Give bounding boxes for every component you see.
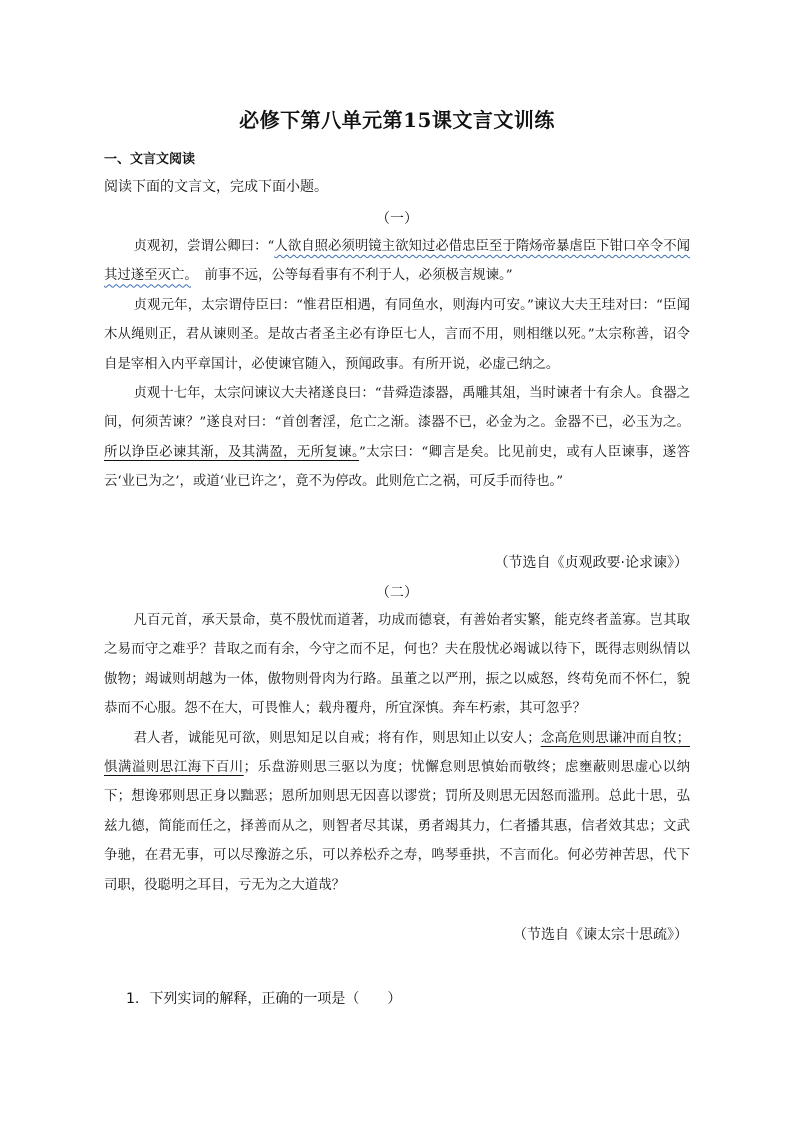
section-heading: 一、文言文阅读 [104,152,196,167]
p3-rest: ”太宗曰：“卿言是矣。比见前史，或有人臣谏事，遂答云‘业已为之’，或道‘业已许之’，竟不为停改。此则危亡之祸，可反手而待也。” [104,444,690,490]
p1-rest: 前事不远，公等每看事有不利于人，必须极言规谏。” [204,268,513,284]
p1-intro: 贞观初，尝谓公卿曰：“ [133,239,275,254]
passage-one-paragraph-1 [104,232,690,291]
passage-one-paragraph-3 [104,379,690,497]
passage-two-paragraph-2 [104,724,690,900]
passage-two [104,606,690,900]
part-two-label: （二） [376,585,418,601]
source-one: （节选自《贞观政要·论求谏》） [494,555,688,571]
question-number: 1. [126,991,140,1007]
p2-underlined-sentence: 念高危则思谦冲而自牧；惧满溢则思江海下百川 [104,730,691,776]
page-title: 必修下第八单元第15课文言文训练 [239,108,555,132]
source-two: （节选自《谏太宗十思疏》） [513,927,688,943]
instruction-text: 阅读下面的文言文，完成下面小题。 [104,179,328,195]
p3-intro: 贞观十七年，太宗问谏议大夫褚遂良曰：“昔舜造漆器，禹雕其俎，当时谏者十有余人。食器之间，何须苦谏？”遂良对曰：“首创奢淫，危亡之渐。漆器不已，必金为之。金器不已，必玉为之。 [104,386,690,431]
passage-one-paragraph-2: 贞观元年，太宗谓侍臣曰：“惟君臣相遇，有同鱼水，则海内可安。”谏议大夫王珪对曰：“臣闻木从绳则正，君从谏则圣。是故古者圣主必有诤臣七人，言而不用，则相继以死。”太宗称善，诏令自是宰相入内平章国计，必使谏官随入，预闻政事。有所开说，必虚己纳之。 [104,297,690,372]
question-1 [126,988,401,1008]
p1-wavy-underlined-sentence: 人欲自照必须明镜主欲知过必借忠臣至于隋炀帝暴虐臣下钳口卒令不闻其过遂至灭亡。 [104,239,690,284]
p2-intro: 君人者，诚能见可欲，则思知足以自戒；将有作，则思知止以安人； [133,730,541,746]
question-text: 下列实词的解释，正确的一项是（ ） [149,991,402,1007]
passage-two-paragraph-1: 凡百元首，承天景命，莫不殷忧而道著，功成而德衰，有善始者实繁，能克终者盖寡。岂其取之易而守之难乎？昔取之而有余，今守之而不足，何也？夫在殷忧必竭诚以待下，既得志则纵情以傲物；竭诚则胡越为一体，傲物则骨肉为行路。虽董之以严刑，振之以威怒，终苟免而不怀仁，貌恭而不心服。怨不在大，可畏惟人；载舟覆舟，所宜深慎。奔车朽索，其可忽乎？ [104,613,690,717]
part-one-label: （一） [376,211,418,227]
p2-rest: ；乐盘游则思三驱以为度；忧懈怠则思慎始而敬终；虑壅蔽则思虚心以纳下；想谗邪则思正身以黜恶；恩所加则思无因喜以谬赏；罚所及则思无因怒而滥刑。总此十思，弘兹九德，简能而任之，择善而从之，则智者尽其谋，勇者竭其力，仁者播其惠，信者效其忠；文武争驰，在君无事，可以尽豫游之乐，可以养松乔之寿，鸣琴垂拱，不言而化。何必劳神苦思，代下司职，役聪明之耳目，亏无为之大道哉？ [104,760,691,893]
p3-underlined-sentence: 所以诤臣必谏其渐，及其满盈，无所复谏。 [104,444,360,460]
passage-one [104,232,690,497]
